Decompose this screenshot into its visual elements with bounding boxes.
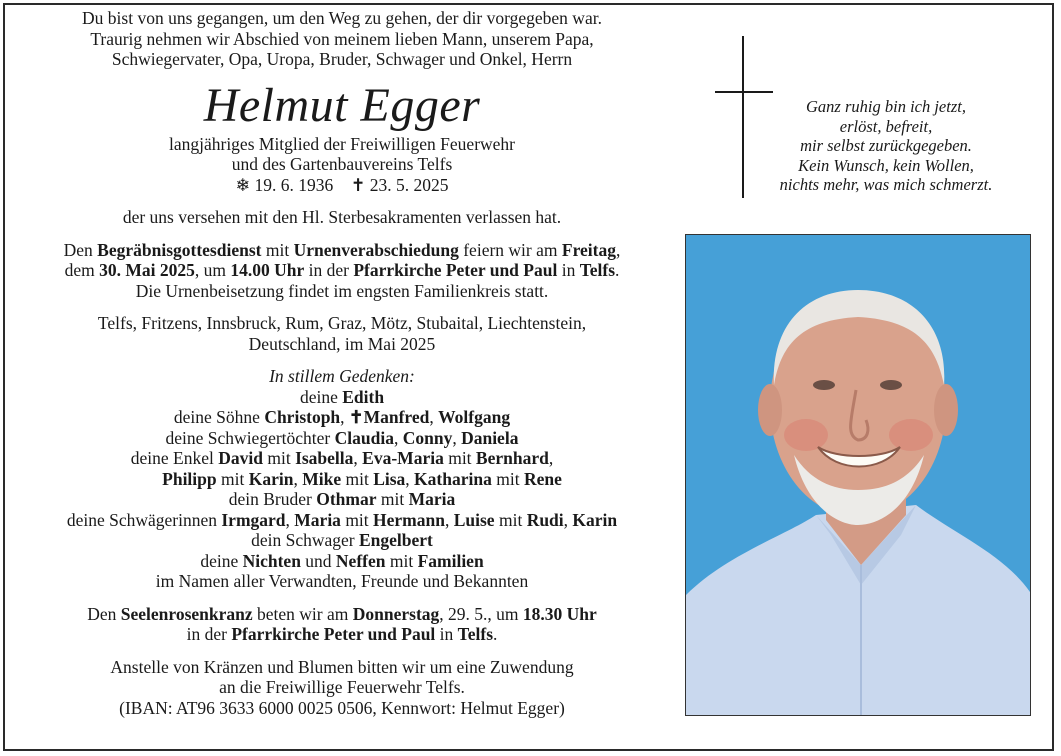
family-line: im Namen aller Verwandten, Freunde und Bekannten	[155, 571, 529, 591]
donation-line: an die Freiwillige Feuerwehr Telfs.	[219, 677, 465, 697]
funeral-line: Die Urnenbeisetzung findet im engsten Familienkreis statt.	[135, 280, 549, 301]
deceased-name: Helmut Egger	[203, 78, 481, 132]
membership-line: und des Gartenbauvereins Telfs	[231, 154, 453, 174]
places-line: Deutschland, im Mai 2025	[248, 333, 436, 354]
poem	[760, 97, 1012, 195]
poem-line: erlöst, befreit,	[839, 116, 933, 136]
membership-line: langjähriges Mitglied der Freiwilligen Feuerwehr	[168, 133, 516, 154]
star-icon: ❄	[235, 174, 251, 195]
family-line: Philipp mit Karin, Mike mit Lisa, Katharina mit Rene	[162, 468, 562, 489]
intro-line: Traurig nehmen wir Abschied von meinem lieben Mann, unserem Papa,	[90, 28, 594, 49]
family-line: deine Edith	[299, 386, 385, 407]
intro-line: Schwiegervater, Opa, Uropa, Bruder, Schwager und Onkel, Herrn	[111, 49, 573, 69]
death-date: 23. 5. 2025	[369, 174, 449, 195]
sacraments-line: der uns versehen mit den Hl. Sterbesakramenten verlassen hat.	[122, 207, 562, 227]
portrait-illustration	[686, 235, 1031, 716]
poem-line: nichts mehr, was mich schmerzt.	[779, 175, 993, 194]
donation-line: Anstelle von Kränzen und Blumen bitten wir um eine Zuwendung	[110, 656, 574, 677]
family-line: dein Schwager Engelbert	[251, 530, 433, 550]
portrait-photo	[685, 234, 1031, 716]
family-line: deine Schwägerinnen Irmgard, Maria mit Hermann, Luise mit Rudi, Karin	[66, 509, 618, 530]
places-line: Telfs, Fritzens, Innsbruck, Rum, Graz, Mötz, Stubaital, Liechtenstein,	[97, 313, 587, 333]
memory-heading: In stillem Gedenken:	[269, 366, 415, 386]
poem-line: Ganz ruhig bin ich jetzt,	[806, 97, 966, 116]
life-dates	[18, 175, 666, 196]
rosary-line: in der Pfarrkirche Peter und Paul in Telfs.	[186, 624, 498, 644]
dagger-icon: ✝	[350, 174, 366, 195]
poem-line: mir selbst zurückgegeben.	[800, 136, 972, 155]
funeral-line: dem 30. Mai 2025, um 14.00 Uhr in der Pfarrkirche Peter und Paul in Telfs.	[64, 260, 620, 280]
funeral-line: Den Begräbnisgottesdienst mit Urnenverabschiedung feiern wir am Freitag,	[63, 239, 621, 260]
obituary-text	[18, 8, 666, 718]
donation-line: (IBAN: AT96 3633 6000 0025 0506, Kennwort: Helmut Egger)	[119, 697, 565, 718]
family-line: deine Söhne Christoph, ✝Manfred, Wolfgang	[173, 407, 511, 427]
intro-line: Du bist von uns gegangen, um den Weg zu gehen, der dir vorgegeben war.	[82, 8, 602, 28]
birth-date: 19. 6. 1936	[254, 174, 334, 195]
family-line: dein Bruder Othmar mit Maria	[228, 489, 456, 509]
family-line: deine Nichten und Neffen mit Familien	[200, 550, 484, 571]
family-line: deine Schwiegertöchter Claudia, Conny, Daniela	[165, 427, 519, 448]
family-line: deine Enkel David mit Isabella, Eva-Maria mit Bernhard,	[130, 448, 554, 468]
rosary-line: Den Seelenrosenkranz beten wir am Donnerstag, 29. 5., um 18.30 Uhr	[87, 603, 597, 624]
poem-line: Kein Wunsch, kein Wollen,	[798, 155, 974, 175]
